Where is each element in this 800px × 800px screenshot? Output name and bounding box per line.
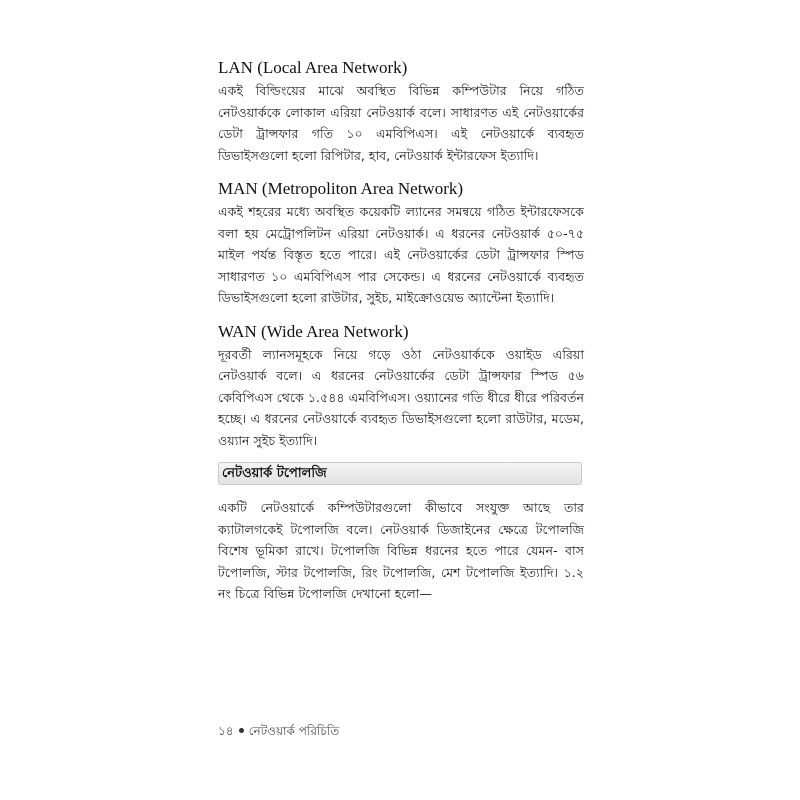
wan-title: WAN (Wide Area Network) <box>218 321 409 341</box>
topology-heading: নেটওয়ার্ক টপোলজি <box>218 462 582 485</box>
text-column <box>218 57 584 605</box>
wan-paragraph: দূরবর্তী ল্যানসমূহকে নিয়ে গড়ে ওঠা নেটওয়ার্ককে ওয়াইড এরিয়া নেটওয়ার্ক বলে। এ ধরনের নেটওয়ার্কের ডেটা ট্রান্সফার স্পিড ৫৬ কেবিপিএস থেকে ১.৫৪৪ এমবিপিএস। ওয়্যানের গতি ধীরে ধীরে পরিবর্তন হচ্ছে। এ ধরনের নেটওয়ার্কে ব্যবহৃত ডিভাইসগুলো হলো রাউটার, মডেম, ওয়্যান সুইচ ইত্যাদি। <box>218 346 584 448</box>
section-wan <box>218 321 584 452</box>
section-lan <box>218 57 584 166</box>
section-topology <box>218 462 584 605</box>
page-footer <box>218 723 339 743</box>
bullet-icon <box>239 728 244 733</box>
section-man <box>218 178 584 309</box>
topology-paragraph: একটি নেটওয়ার্কে কম্পিউটারগুলো কীভাবে সংযুক্ত আছে তার ক্যাটালগকেই টপোলজি বলে। নেটওয়ার্ক ডিজাইনের ক্ষেত্রে টপোলজি বিশেষ ভূমিকা রাখে। টপোলজি বিভিন্ন ধরনের হতে পারে যেমন- বাস টপোলজি, স্টার টপোলজি, রিং টপোলজি, মেশ টপোলজি ইত্যাদি। ১.২ নং চিত্রে বিভিন্ন টপোলজি দেখানো হলো— <box>218 500 584 601</box>
man-paragraph: একই শহরের মধ্যে অবস্থিত কয়েকটি ল্যানের সমন্বয়ে গঠিত ইন্টারফেসকে বলা হয় মেট্রোপলিটন এরিয়া নেটওয়ার্ক। এ ধরনের নেটওয়ার্ক ৫০-৭৫ মাইল পর্যন্ত বিস্তৃত হতে পারে। এই নেটওয়ার্কের ডেটা ট্রান্সফার স্পিড সাধারণত ১০ এমবিপিএস পার সেকেন্ড। এ ধরনের নেটওয়ার্কে ব্যবহৃত ডিভাইসগুলো হলো রাউটার, সুইচ, মাইক্রোওয়েভ অ্যান্টেনা ইত্যাদি। <box>218 204 584 305</box>
lan-title: LAN (Local Area Network) <box>218 58 408 77</box>
lan-paragraph: একই বিল্ডিংয়ের মাঝে অবস্থিত বিভিন্ন কম্পিউটার নিয়ে গঠিত নেটওয়ার্ককে লোকাল এরিয়া নেটওয়ার্ক বলে। সাধারণত এই নেটওয়ার্কের ডেটা ট্রান্সফার গতি ১০ এমবিপিএস। এই নেটওয়ার্কে ব্যবহৃত ডিভাইসগুলো হলো রিপিটার, হাব, নেটওয়ার্ক ইন্টারফেস ইত্যাদি। <box>218 83 584 163</box>
running-title: নেটওয়ার্ক পরিচিতি <box>248 724 340 738</box>
man-title: MAN (Metropoliton Area Network) <box>218 179 464 198</box>
page-number: ১৪ <box>218 724 234 738</box>
